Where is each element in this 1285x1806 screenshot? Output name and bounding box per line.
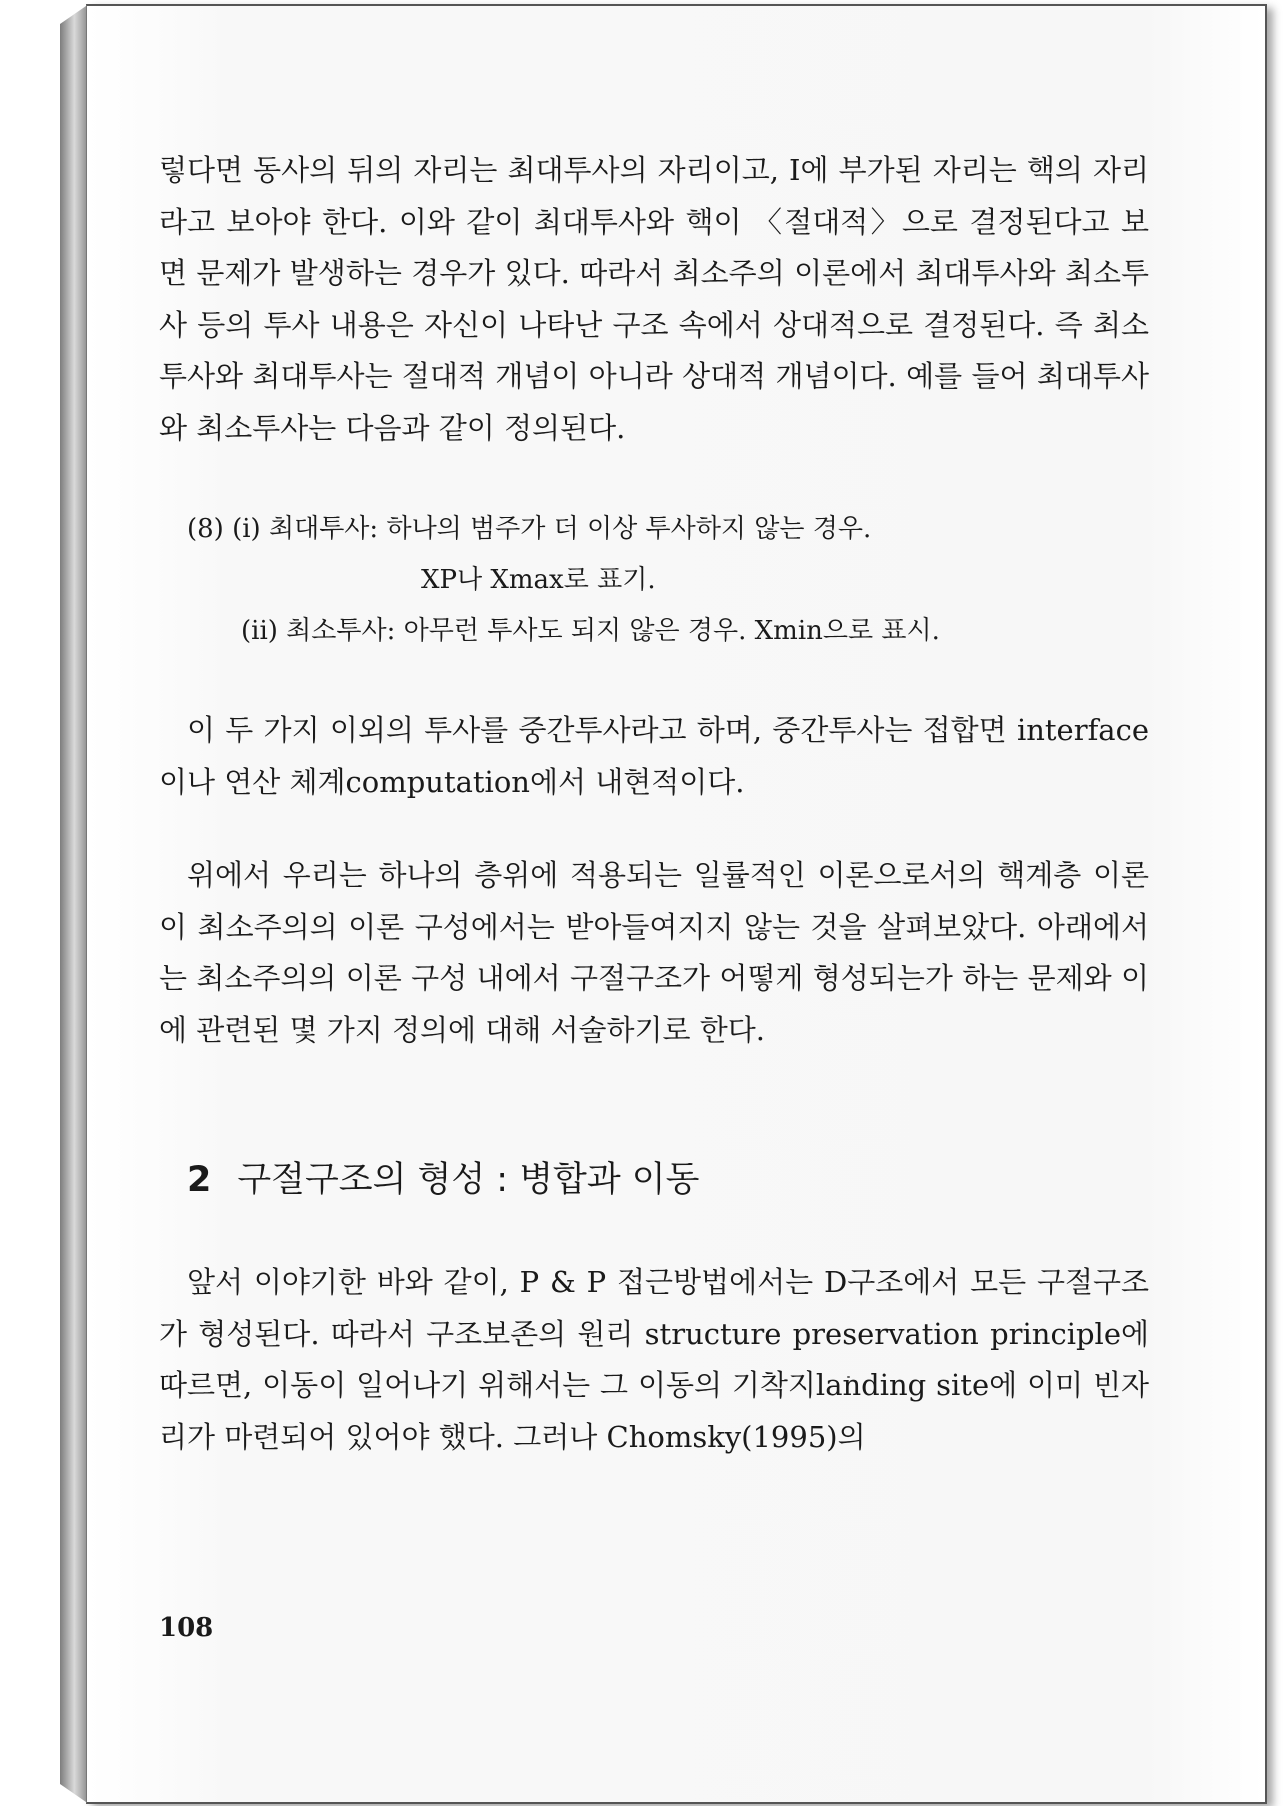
page-number: 108: [159, 1613, 214, 1643]
page-content: [159, 145, 1149, 1463]
book-spine: [60, 6, 86, 1802]
example-line-i-continued: XP나 Xmax로 표기.: [421, 565, 656, 595]
paragraph-4: 앞서 이야기한 바와 같이, P & P 접근방법에서는 D구조에서 모든 구절구조가 형성된다. 따라서 구조보존의 원리 structure preservation principle에 따르면, 이동이 일어나기 위해서는 그 이동의 기착지landing site에 이미 빈자리가 마련되어 있어야 했다. 그러나 Chomsky(1995)의: [159, 1265, 1149, 1454]
section-number: 2: [187, 1160, 212, 1200]
paragraph-3: 위에서 우리는 하나의 층위에 적용되는 일률적인 이론으로서의 핵계층 이론이 최소주의의 이론 구성에서는 받아들여지지 않는 것을 살펴보았다. 아래에서는 최소주의의 이론 구성 내에서 구절구조가 어떻게 형성되는가 하는 문제와 이에 관련된 몇 가지 정의에 대해 서술하기로 한다.: [159, 858, 1149, 1047]
section-heading: [159, 1158, 1149, 1203]
example-line-i: (8) (i) 최대투사: 하나의 범주가 더 이상 투사하지 않는 경우.: [187, 514, 872, 544]
definition-example-8: [159, 504, 1149, 657]
paragraph-1: 렇다면 동사의 뒤의 자리는 최대투사의 자리이고, I에 부가된 자리는 핵의 자리라고 보아야 한다. 이와 같이 최대투사와 핵이 〈절대적〉으로 결정된다고 보면 문제가 발생하는 경우가 있다. 따라서 최소주의 이론에서 최대투사와 최소투사 등의 투사 내용은 자신이 나타난 구조 속에서 상대적으로 결정된다. 즉 최소투사와 최대투사는 절대적 개념이 아니라 상대적 개념이다. 예를 들어 최대투사와 최소투사는 다음과 같이 정의된다.: [159, 153, 1149, 445]
example-line-ii: (ii) 최소투사: 아무런 투사도 되지 않은 경우. Xmin으로 표시.: [241, 616, 940, 646]
section-title: 구절구조의 형성 : 병합과 이동: [237, 1160, 700, 1200]
paragraph-2: 이 두 가지 이외의 투사를 중간투사라고 하며, 중간투사는 접합면 interface이나 연산 체계computation에서 내현적이다.: [159, 713, 1149, 799]
